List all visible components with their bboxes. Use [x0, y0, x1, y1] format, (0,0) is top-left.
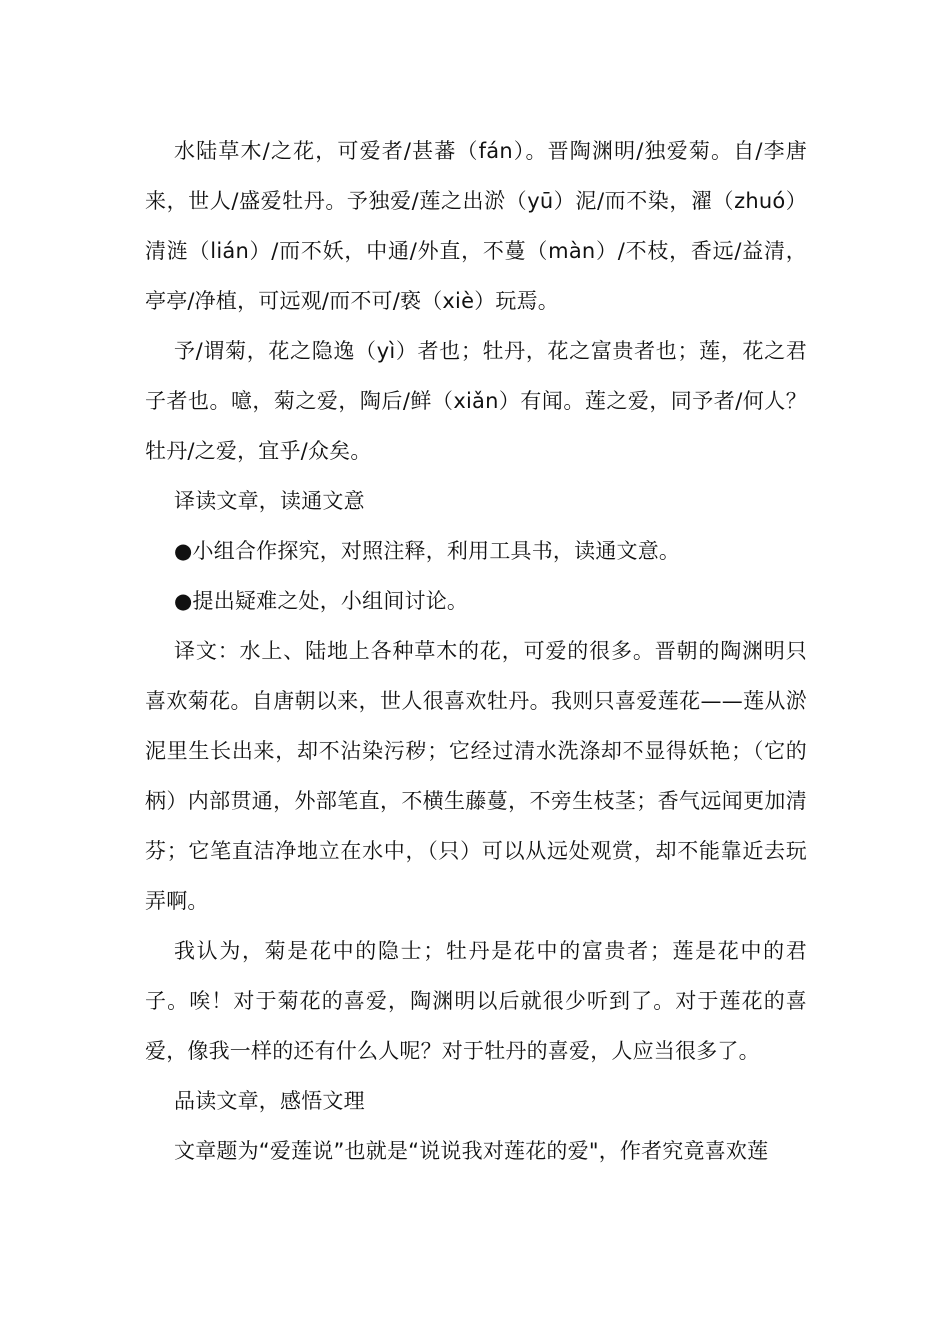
bullet-item-discussion: ●提出疑难之处，小组间讨论。	[174, 589, 469, 613]
bullet-item-group-study: ●小组合作探究，对照注释，利用工具书，读通文意。	[174, 539, 681, 563]
paragraph-analysis: 文章题为“爱莲说”也就是“说说我对莲花的爱"，作者究竟喜欢莲	[174, 1139, 769, 1163]
section-heading-appreciation: 品读文章，感悟文理	[174, 1089, 365, 1113]
paragraph-original-text-2: 予/谓菊，花之隐逸（yì）者也；牡丹，花之富贵者也；莲，花之君子者也。噫，菊之爱，陶后/鲜（xiǎn）有闻。莲之爱，同予者/何人？牡丹/之爱，宜乎/众矣。	[145, 339, 807, 463]
section-heading-translation: 译读文章，读通文意	[174, 489, 365, 513]
paragraph-translation-2: 我认为，菊是花中的隐士；牡丹是花中的富贵者；莲是花中的君子。唉！对于菊花的喜爱，陶渊明以后就很少听到了。对于莲花的喜爱，像我一样的还有什么人呢？对于牡丹的喜爱，人应当很多了。	[145, 939, 807, 1063]
paragraph-translation-1: 译文：水上、陆地上各种草木的花，可爱的很多。晋朝的陶渊明只喜欢菊花。自唐朝以来，世人很喜欢牡丹。我则只喜爱莲花——莲从淤泥里生长出来，却不沾染污秽；它经过清水洗涤却不显得妖艳；（它的柄）内部贯通，外部笔直，不横生藤蔓，不旁生枝茎；香气远闻更加清芬；它笔直洁净地立在水中，（只）可以从远处观赏，却不能靠近去玩弄啊。	[145, 639, 807, 913]
document-body	[145, 126, 807, 1176]
paragraph-original-text-1: 水陆草木/之花，可爱者/甚蕃（fán）。晋陶渊明/独爱菊。自/李唐来，世人/盛爱牡丹。予独爱/莲之出淤（yū）泥/而不染，濯（zhuó）清涟（lián）/而不妖，中通/外直，不蔓（màn）/不枝，香远/益清，亭亭/净植，可远观/而不可/亵（xiè）玩焉。	[145, 139, 807, 313]
